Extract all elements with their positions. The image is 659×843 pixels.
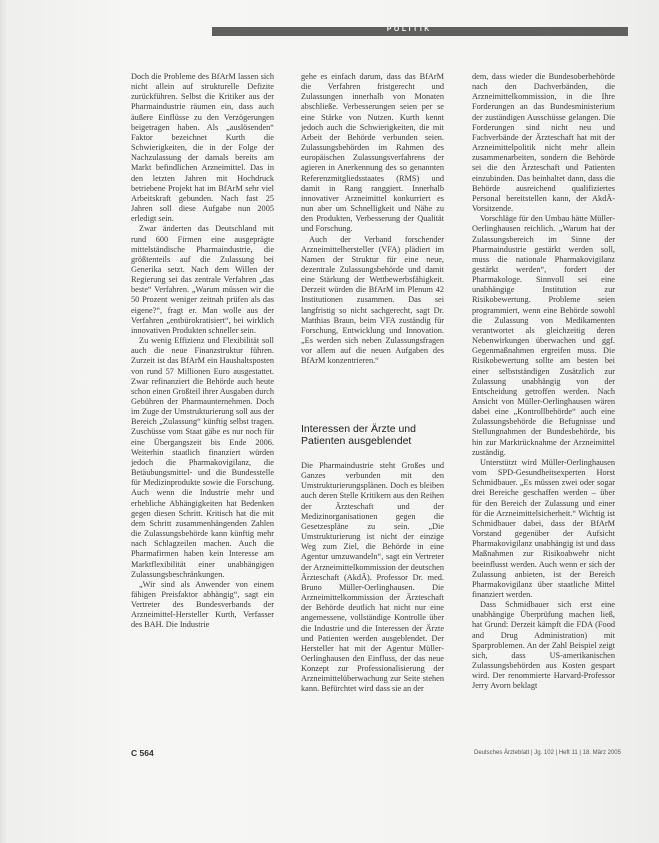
subheading: Interessen der Ärzte und Patienten ausgeblendet	[301, 423, 416, 447]
paragraph: Unterstützt wird Müller-Oerlinghausen vom SPD-Gesundheitsexperten Horst Schmidbauer. „Es müssen zwei oder sogar drei Bereiche geschaffen werden – über für den Bereich der Zulassung und einer für die Arzneimittelsicherheit.“ Wichtig ist Schmidbauer dabei, dass der BfArM Vorstand gegenüber der Aufsicht Pharmakovigilanz unabhängig ist und dass Maßnahmen zur Risikoabwehr nicht beeinflusst werden. Auch wenn er sich der Zulassung anbieten, ist der Bereich Pharmakovigilanz über staatliche Mittel finanziert werden.	[472, 457, 615, 599]
paragraph: „Wir sind als Anwender von einem fähigen Preisfaktor abhängig“, sagt ein Vertreter des Bundesverbands der Arzneimittel-Hersteller Kurth, Verfasser des BAH. Die Industrie	[131, 579, 274, 630]
text-column-1	[131, 72, 274, 744]
paragraph: Zu wenig Effizienz und Flexibilität soll auch die neue Finanzstruktur führen. Zurzeit ist das BfArM ein Haushaltsposten von rund 57 Millionen Euro ausgestattet. Zwar refinanziert die Behörde auch heute schon einen Großteil ihrer Ausgaben durch Gebühren der Pharmaunternehmen. Doch im Zuge der Umstrukturierung soll aus der Bereich „Zulassung“ künftig selbst tragen. Zuschüsse vom Staat gäbe es nur noch für eine Übergangszeit bis Ende 2006. Weiterhin staatlich finanziert würden jedoch die Pharmakovigilanz, die Betäubungsmittel- und die Bundesstelle für Medizinprodukte sowie die Forschung. Auch wenn die Industrie mehr und erhebliche Abhängigkeiten hat Bedenken gegen diesen Schritt. Kritisch hat die mit dem Schritt zusammenhängenden Zahlen die Zulassungsbehörde kann künftig mehr nach Schlagzeilen machen. Auch die Pharmafirmen haben kein Interesse am Marktflexibilität einer unabhängigen Zulassungsbeschränkungen.	[131, 336, 274, 579]
paragraph: gehe es einfach darum, dass das BfArM die Verfahren fristgerecht und Zulassungen innerhalb von Monaten abschließe. Verbesserungen seien per se eine Stärke von Nutzen. Kurth kennt jedoch auch die Schwierigkeiten, die mit Arbeit der Behörde verbunden seien. Zulassungsbehörden im Rahmen des europäischen Zulassungsverfahrens der agieren in Anerkennung des so genannten Referenzmitgliedsstaates (RMS) und damit in Rang ranggiert. Innerhalb innovativer Arzneimittel konkurriert es nun aber um Schnelligkeit und Nähe zu den Produkten, Verbesserung der Qualität und Forschung.	[301, 72, 444, 234]
section-header-bar	[212, 27, 628, 36]
scan-edge-shadow	[0, 0, 8, 843]
paragraph: Auch der Verband forschender Arzneimittelhersteller (VFA) plädiert im Namen der Struktur für eine neue, dezentrale Zulassungsbehörde und damit eine Stärkung der Wettbewerbsfähigkeit. Derzeit würden die BfArM im Plenum 42 Institutionen zusammen. Das sei langfristig so nicht sachgerecht, sagt Dr. Matthias Braun, beim VFA zuständig für Forschung, Entwicklung und Innovation. „Es werden sich neben Zulassungsfragen vor allem auf die neuen Aufgaben des BfArM konzentrieren.“	[301, 234, 444, 366]
paragraph: Die Pharmaindustrie steht Großes und Ganzes verbunden mit den Umstrukturierungsplänen. Doch es bleiben auch deren Stelle Kritikern aus den Reihen der Ärzteschaft und der Medizinorganisationen gegen die Gesetzespläne zu sein. „Die Umstrukturierung ist nicht der einzige Weg zum Ziel, die Behörde in eine Agentur umzuwandeln“, sagt ein Vertreter der Arzneimittelkommission der deutschen Ärzteschaft (AkdÄ). Professor Dr. med. Bruno Müller-Oerlinghausen. Die Arzneimittelkommission der Ärzteschaft der Behörde deutlich hat nicht nur eine angemessene, vollständige Kontrolle über die Industrie und die Interessen der Ärzte und Patienten werden ausgeblendet. Der Hersteller hat mit der Agentur Müller-Oerlinghausen den Einfluss, der das neue Konzept zur Professionalisierung der Arzneimittelüberwachung zur Seite stehen kann. Befürchtet wird dass sie an der	[301, 461, 444, 694]
paragraph: Dass Schmidbauer sich erst eine unabhängige Überprüfung machen ließ, hat Grund: Derzeit kämpft die FDA (Food and Drug Administration) mit Sparproblemen. An der Zahl Beispiel zeigt sich, dass US-amerikanischen Zulassungsbehörden aus Kosten gespart wird. Der renommierte Harvard-Professor Jerry Avorn beklagt	[472, 600, 615, 691]
text-column-2	[301, 72, 444, 414]
text-column-2-lower	[301, 461, 444, 746]
page-number: C 564	[131, 748, 154, 758]
section-label: POLITIK	[386, 26, 432, 33]
paragraph: Doch die Probleme des BfArM lassen sich nicht allein auf strukturelle Defizite zurückführen. Selbst die Kritiker aus der Pharmaindustrie räumen ein, dass auch äußere Einflüsse zu den Verzögerungen beigetragen haben. Als „auslösenden“ Faktor bezeichnet Kurth die Schwierigkeiten, die in der Folge der Nachzulassung der damals bereits am Markt befindlichen Arzneimittel. Das in den letzten Jahren mit Hochdruck betriebene Projekt hat im BfArM sehr viel Arbeitskraft gebunden. Nach fast 25 Jahren soll diese Aufgabe nun 2005 erledigt sein.	[131, 72, 274, 224]
journal-citation: Deutsches Ärzteblatt | Jg. 102 | Heft 11 | 18. März 2005	[474, 750, 621, 756]
paragraph: dem, dass wieder die Bundesoberbehörde nach den Dachverbänden, die Arzneimittelkommission, in die Ihre Forderungen an das Bundesministerium der zuständigen Ausschüsse gelangen. Die Forderungen sind nicht neu und Fachverbände der Ärzteschaft hat mit der Arzneimittelpolitik nicht mehr allein zusammenarbeiten, sondern die Behörde sei die den Ärzteschaft und Patienten einzubinden. Das beinhaltet dann, dass die Behörde ausreichend qualifiziertes Personal bereitstellen kann, der AkdÄ-Vorsitzende.	[472, 72, 615, 214]
paragraph: Vorschläge für den Umbau hätte Müller-Oerlinghausen reichlich. „Warum hat der Zulassungsbereich im Sinne der Pharmaindustrie gestärkt werden soll, muss die nationale Pharmakovigilanz gestärkt werden“, fordert der Pharmakologe. Sinnvoll sei eine unabhängige Institution zur Risikobewertung. Probleme seien programmiert, wenn eine Behörde sowohl die Zulassung von Medikamenten verantwortet als gleichzeitig deren Nebenwirkungen überwachen und ggf. Gegenmaßnahmen ergreifen muss. Die Risikobewertung sollte am besten bei einer selbstständigen Zusätzlich zur Zulassung unabhängig von der Entscheidung getroffen werden. Nach Ansicht von Müller-Oerlinghausen wären dabei eine „Kontrollbehörde“ auch eine Zulassungsbehörde die Befugnisse und Stellungnahmen der Bundesbehörde, bis hin zur Marktrücknahme der Arzneimittel zuständig.	[472, 214, 615, 457]
paragraph: Zwar änderten das Deutschland mit rund 600 Firmen eine ausgeprägte mittelständische Pharmaindustrie, die größtenteils auf die Zulassung bei Generika setzt. Nach dem Willen der Regierung sei das zentrale Verfahren „das beste“ Verfahren. „Warum müssen wir die 50 Prozent weniger zeitnah prüfen als das eigene?“, fragt er. Man wolle aus der Verfahren „entbürokratisiert“, bei wirklich innovativen Produkten schneller sein.	[131, 224, 274, 335]
text-column-3	[472, 72, 615, 746]
